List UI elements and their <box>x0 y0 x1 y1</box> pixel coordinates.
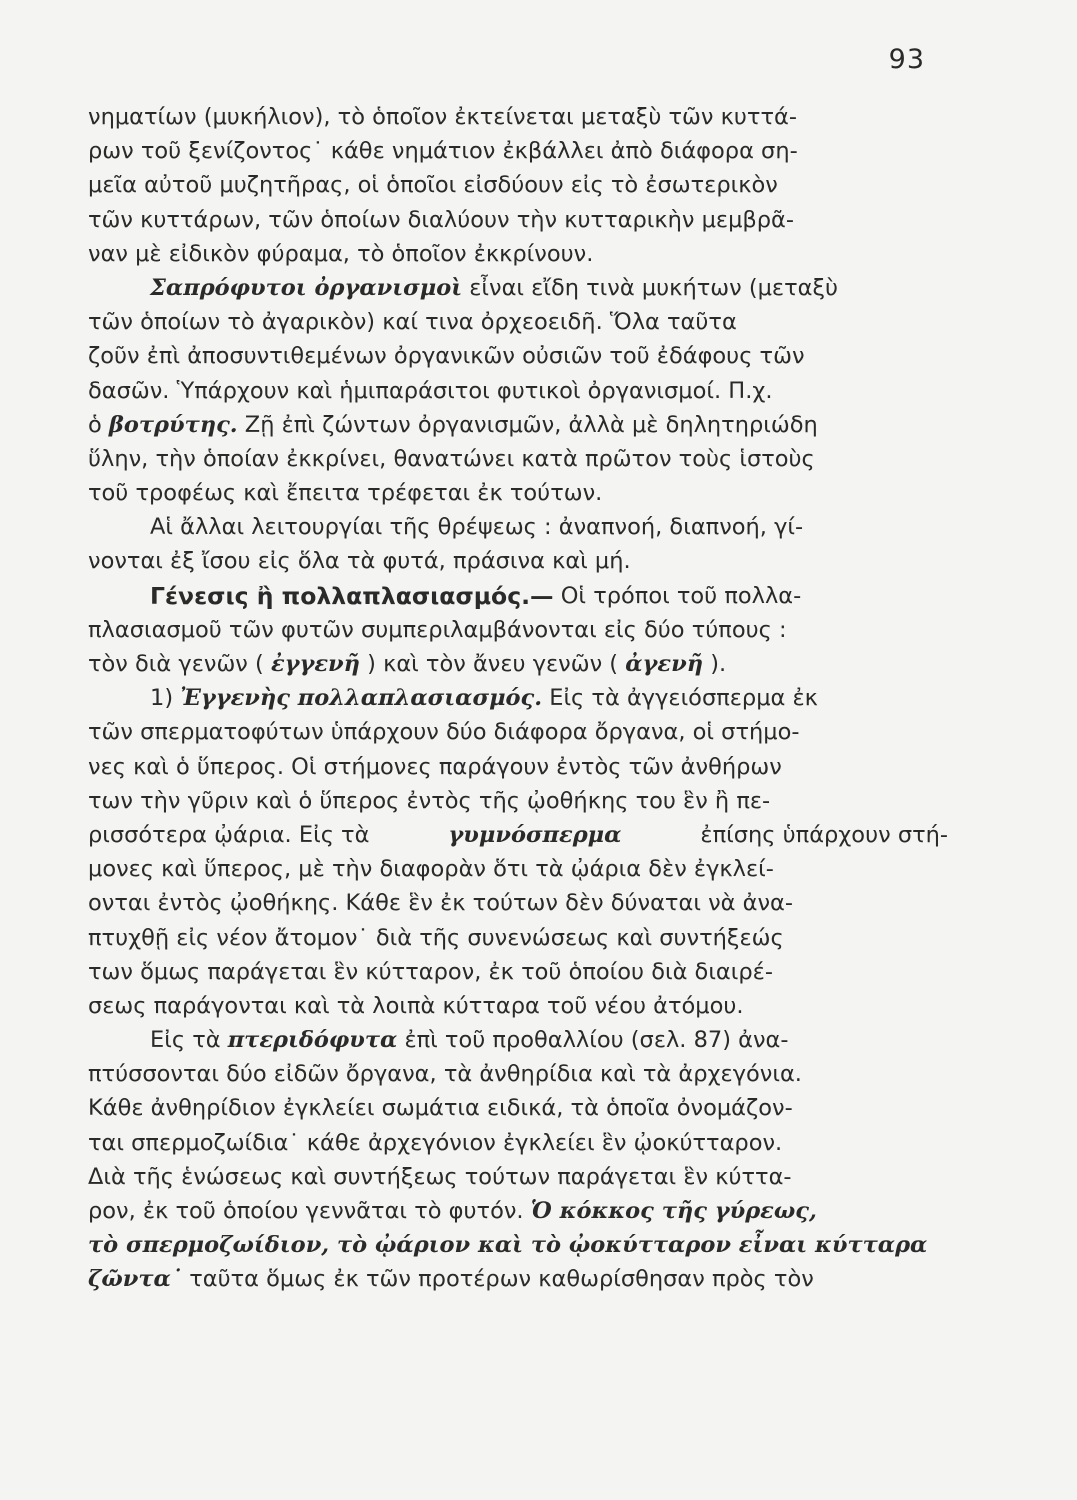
page-number: 93 <box>888 44 925 75</box>
text-line: τὸν διὰ γενῶν ( ἐγγενῆ ) καὶ τὸν ἄνευ γενῶν ( ἀγενῆ ). <box>88 647 948 681</box>
emphasis-term: πτεριδόφυτα <box>227 1027 398 1054</box>
text-line: πτύσσονται δύο εἰδῶν ὄργανα, τὰ ἀνθηρίδια καὶ τὰ ἀρχεγόνια. <box>88 1061 802 1088</box>
text-line: ρον, ἐκ τοῦ ὁποίου γεννᾶται τὸ φυτόν. Ὁ κόκκος τῆς γύρεως, <box>88 1194 948 1228</box>
text-line: των ὅμως παράγεται ἓν κύτταρον, ἐκ τοῦ ὁποίου διὰ διαιρέ- <box>88 958 773 985</box>
text-line: νες καὶ ὁ ὕπερος. Οἱ στήμονες παράγουν ἐντὸς τῶν ἀνθήρων <box>88 753 782 780</box>
text-line: Σαπρόφυτοι ὀργανισμοὶ εἶναι εἴδη τινὰ μυκήτων (μεταξὺ <box>88 271 948 305</box>
text-line: τῶν σπερματοφύτων ὑπάρχουν δύο διάφορα ὄργανα, οἱ στήμο- <box>88 719 800 746</box>
section-heading: Γένεσις ἢ πολλαπλασιασμός.— <box>150 581 554 610</box>
text-line: Εἰς τὰ πτεριδόφυτα ἐπὶ τοῦ προθαλλίου (σελ. 87) ἀνα- <box>88 1023 948 1057</box>
emphasis-term: ζῶντα˙ <box>88 1266 183 1293</box>
text-line: 1) Ἐγγενὴς πολλαπλασιασμός. Εἰς τὰ ἀγγειόσπερμα ἐκ <box>88 681 948 715</box>
text-line: ζῶντα˙ ταῦτα ὅμως ἐκ τῶν προτέρων καθωρίσθησαν πρὸς τὸν <box>88 1262 948 1296</box>
text-line: πτυχθῇ εἰς νέον ἄτομον˙ διὰ τῆς συνενώσεως καὶ συντήξεώς <box>88 924 784 951</box>
text-line: ονται ἐντὸς ᾠοθήκης. Κάθε ἓν ἐκ τούτων δὲν δύναται νὰ ἀνα- <box>88 890 793 917</box>
text-line: ται σπερμοζωίδια˙ κάθε ἀρχεγόνιον ἐγκλείει ἓν ᾠοκύτταρον. <box>88 1129 783 1156</box>
text-line: σεως παράγονται καὶ τὰ λοιπὰ κύτταρα τοῦ νέου ἀτόμου. <box>88 992 744 1019</box>
text-line: ναν μὲ εἰδικὸν φύραμα, τὸ ὁποῖον ἐκκρίνουν. <box>88 240 594 267</box>
text-line: νονται ἐξ ἴσου εἰς ὅλα τὰ φυτά, πράσινα καὶ μή. <box>88 548 631 575</box>
text-line: ρων τοῦ ξενίζοντος˙ κάθε νημάτιον ἐκβάλλει ἀπὸ διάφορα ση- <box>88 138 798 165</box>
text-line: πλασιασμοῦ τῶν φυτῶν συμπεριλαμβάνονται εἰς δύο τύπους : <box>88 616 787 643</box>
emphasis-term: ἀγενῆ <box>625 651 704 677</box>
text-line: ὁ βοτρύτης. Ζῇ ἐπὶ ζώντων ὀργανισμῶν, ἀλλὰ μὲ δηλητηριώδη <box>88 408 948 442</box>
page-body-text <box>88 100 948 1297</box>
emphasis-term: Σαπρόφυτοι ὀργανισμοὶ <box>150 274 463 301</box>
emphasis-term: ἐγγενῆ <box>270 651 360 677</box>
text-line <box>88 1228 948 1262</box>
emphasis-term: τὸ σπερμοζωίδιον, τὸ ᾠάριον καὶ τὸ ᾠοκύτταρον εἶναι κύτταρα <box>88 1232 928 1259</box>
text-line: των τὴν γῦριν καὶ ὁ ὕπερος ἐντὸς τῆς ᾠοθήκης του ἓν ἢ πε- <box>88 787 771 814</box>
text-line: μονες καὶ ὕπερος, μὲ τὴν διαφορὰν ὅτι τὰ ᾠάρια δὲν ἐγκλεί- <box>88 856 774 883</box>
text-line: ὕλην, τὴν ὁποίαν ἐκκρίνει, θανατώνει κατὰ πρῶτον τοὺς ἱστοὺς <box>88 445 815 472</box>
text-line: ζοῦν ἐπὶ ἀποσυντιθεμένων ὀργανικῶν οὐσιῶν τοῦ ἐδάφους τῶν <box>88 343 805 370</box>
text-line: Αἱ ἄλλαι λειτουργίαι τῆς θρέψεως : ἀναπνοή, διαπνοή, γί- <box>150 514 804 541</box>
section-heading-line: Γένεσις ἢ πολλαπλασιασμός.— Οἱ τρόποι τοῦ πολλα- <box>88 579 948 613</box>
text-line: μεῖα αὐτοῦ μυζητῆρας, οἱ ὁποῖοι εἰσδύουν εἰς τὸ ἐσωτερικὸν <box>88 172 778 199</box>
text-line: τῶν ὁποίων τὸ ἀγαρικὸν) καί τινα ὀρχεοειδῆ. Ὅλα ταῦτα <box>88 309 737 336</box>
emphasis-term: Ἐγγενὴς πολλαπλασιασμός. <box>180 685 543 712</box>
text-line: νηματίων (μυκήλιον), τὸ ὁποῖον ἐκτείνεται μεταξὺ τῶν κυττά- <box>88 104 797 130</box>
text-line: Διὰ τῆς ἑνώσεως καὶ συντήξεως τούτων παράγεται ἓν κύττα- <box>88 1163 792 1190</box>
text-line: Κάθε ἀνθηρίδιον ἐγκλείει σωμάτια ειδικά, τὰ ὁποῖα ὀνομάζον- <box>88 1095 793 1122</box>
text-line: δασῶν. Ὑπάρχουν καὶ ἡμιπαράσιτοι φυτικοὶ ὀργανισμοί. Π.χ. <box>88 377 773 404</box>
emphasis-term: γυμνόσπερμα <box>448 821 622 848</box>
emphasis-term: Ὁ κόκκος τῆς γύρεως, <box>530 1198 817 1224</box>
text-line: ρισσότερα ᾠάρια. Εἰς τὰ γυμνόσπερμα ἐπίσης ὑπάρχουν στή- <box>88 818 948 852</box>
text-line: τῶν κυττάρων, τῶν ὁποίων διαλύουν τὴν κυτταρικὴν μεμβρᾶ- <box>88 206 794 233</box>
text-line: τοῦ τροφέως καὶ ἔπειτα τρέφεται ἐκ τούτων. <box>88 480 603 507</box>
emphasis-term: βοτρύτης. <box>108 411 238 438</box>
